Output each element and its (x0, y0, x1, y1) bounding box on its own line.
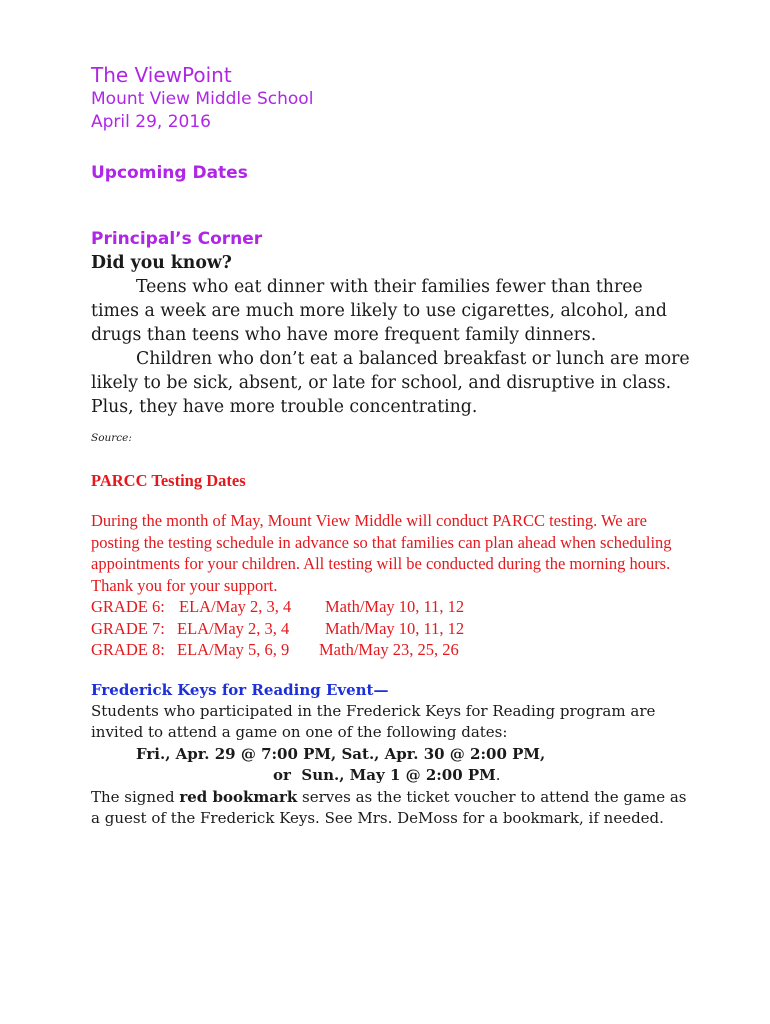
parcc-schedule (91, 596, 691, 661)
did-you-know-heading: Did you know? (91, 253, 232, 273)
bookmark-text-start: The signed (91, 787, 180, 806)
upcoming-dates-heading: Upcoming Dates (91, 163, 248, 183)
math-dates: Math/May 23, 25, 26 (319, 640, 459, 659)
game-dates-line-2 (91, 765, 691, 787)
grade-8-row (91, 639, 691, 661)
period: . (495, 766, 501, 784)
grade-label: GRADE 7: (91, 618, 165, 638)
grade-6-row (91, 596, 691, 618)
dinner-paragraph: Teens who eat dinner with their families fewer than three times a week are much more likely to use cigarettes, alcohol, and drugs than teens who have more frequent family dinners. (91, 277, 667, 345)
math-dates: Math/May 10, 11, 12 (325, 597, 465, 616)
bookmark-text-end: serves as the ticket voucher to attend the game as a guest of the Frederick Keys. See Mrs. DeMoss for a bookmark, if needed. (91, 787, 687, 827)
source-label: Source: (91, 432, 132, 444)
ela-dates: ELA/May 2, 3, 4 (179, 597, 292, 616)
frederick-keys-intro: Students who participated in the Frederick Keys for Reading program are invited to attend a game on one of the following dates: (91, 701, 656, 741)
issue-date: April 29, 2016 (91, 112, 211, 132)
breakfast-paragraph: Children who don’t eat a balanced breakfast or lunch are more likely to be sick, absent, or late for school, and disruptive in class. Plus, they have more trouble concentrating. (91, 349, 690, 417)
game-dates-line-1: Fri., Apr. 29 @ 7:00 PM, Sat., Apr. 30 @ 2:00 PM, (136, 744, 546, 763)
math-dates: Math/May 10, 11, 12 (325, 618, 465, 638)
newsletter-title: The ViewPoint (91, 63, 232, 87)
red-bookmark-phrase: red bookmark (179, 787, 298, 806)
parcc-heading: PARCC Testing Dates (91, 471, 246, 490)
ela-dates: ELA/May 2, 3, 4 (177, 618, 290, 638)
grade-label: GRADE 6: (91, 597, 165, 616)
sunday-date: Sun., May 1 @ 2:00 PM (301, 766, 496, 784)
ela-dates: ELA/May 5, 6, 9 (177, 640, 290, 659)
or-word: or (273, 766, 291, 784)
grade-label: GRADE 8: (91, 640, 165, 659)
bookmark-paragraph (91, 787, 691, 830)
school-name: Mount View Middle School (91, 89, 314, 109)
parcc-description: During the month of May, Mount View Middle will conduct PARCC testing. We are posting the testing schedule in advance so that families can plan ahead when scheduling appointments for your children. All testing will be conducted during the morning hours. Thank you for your support. (91, 511, 672, 595)
principals-corner-heading: Principal’s Corner (91, 229, 263, 249)
frederick-keys-heading: Frederick Keys for Reading Event— (91, 680, 389, 699)
newsletter-page (91, 62, 691, 830)
grade-7-row (91, 618, 691, 640)
